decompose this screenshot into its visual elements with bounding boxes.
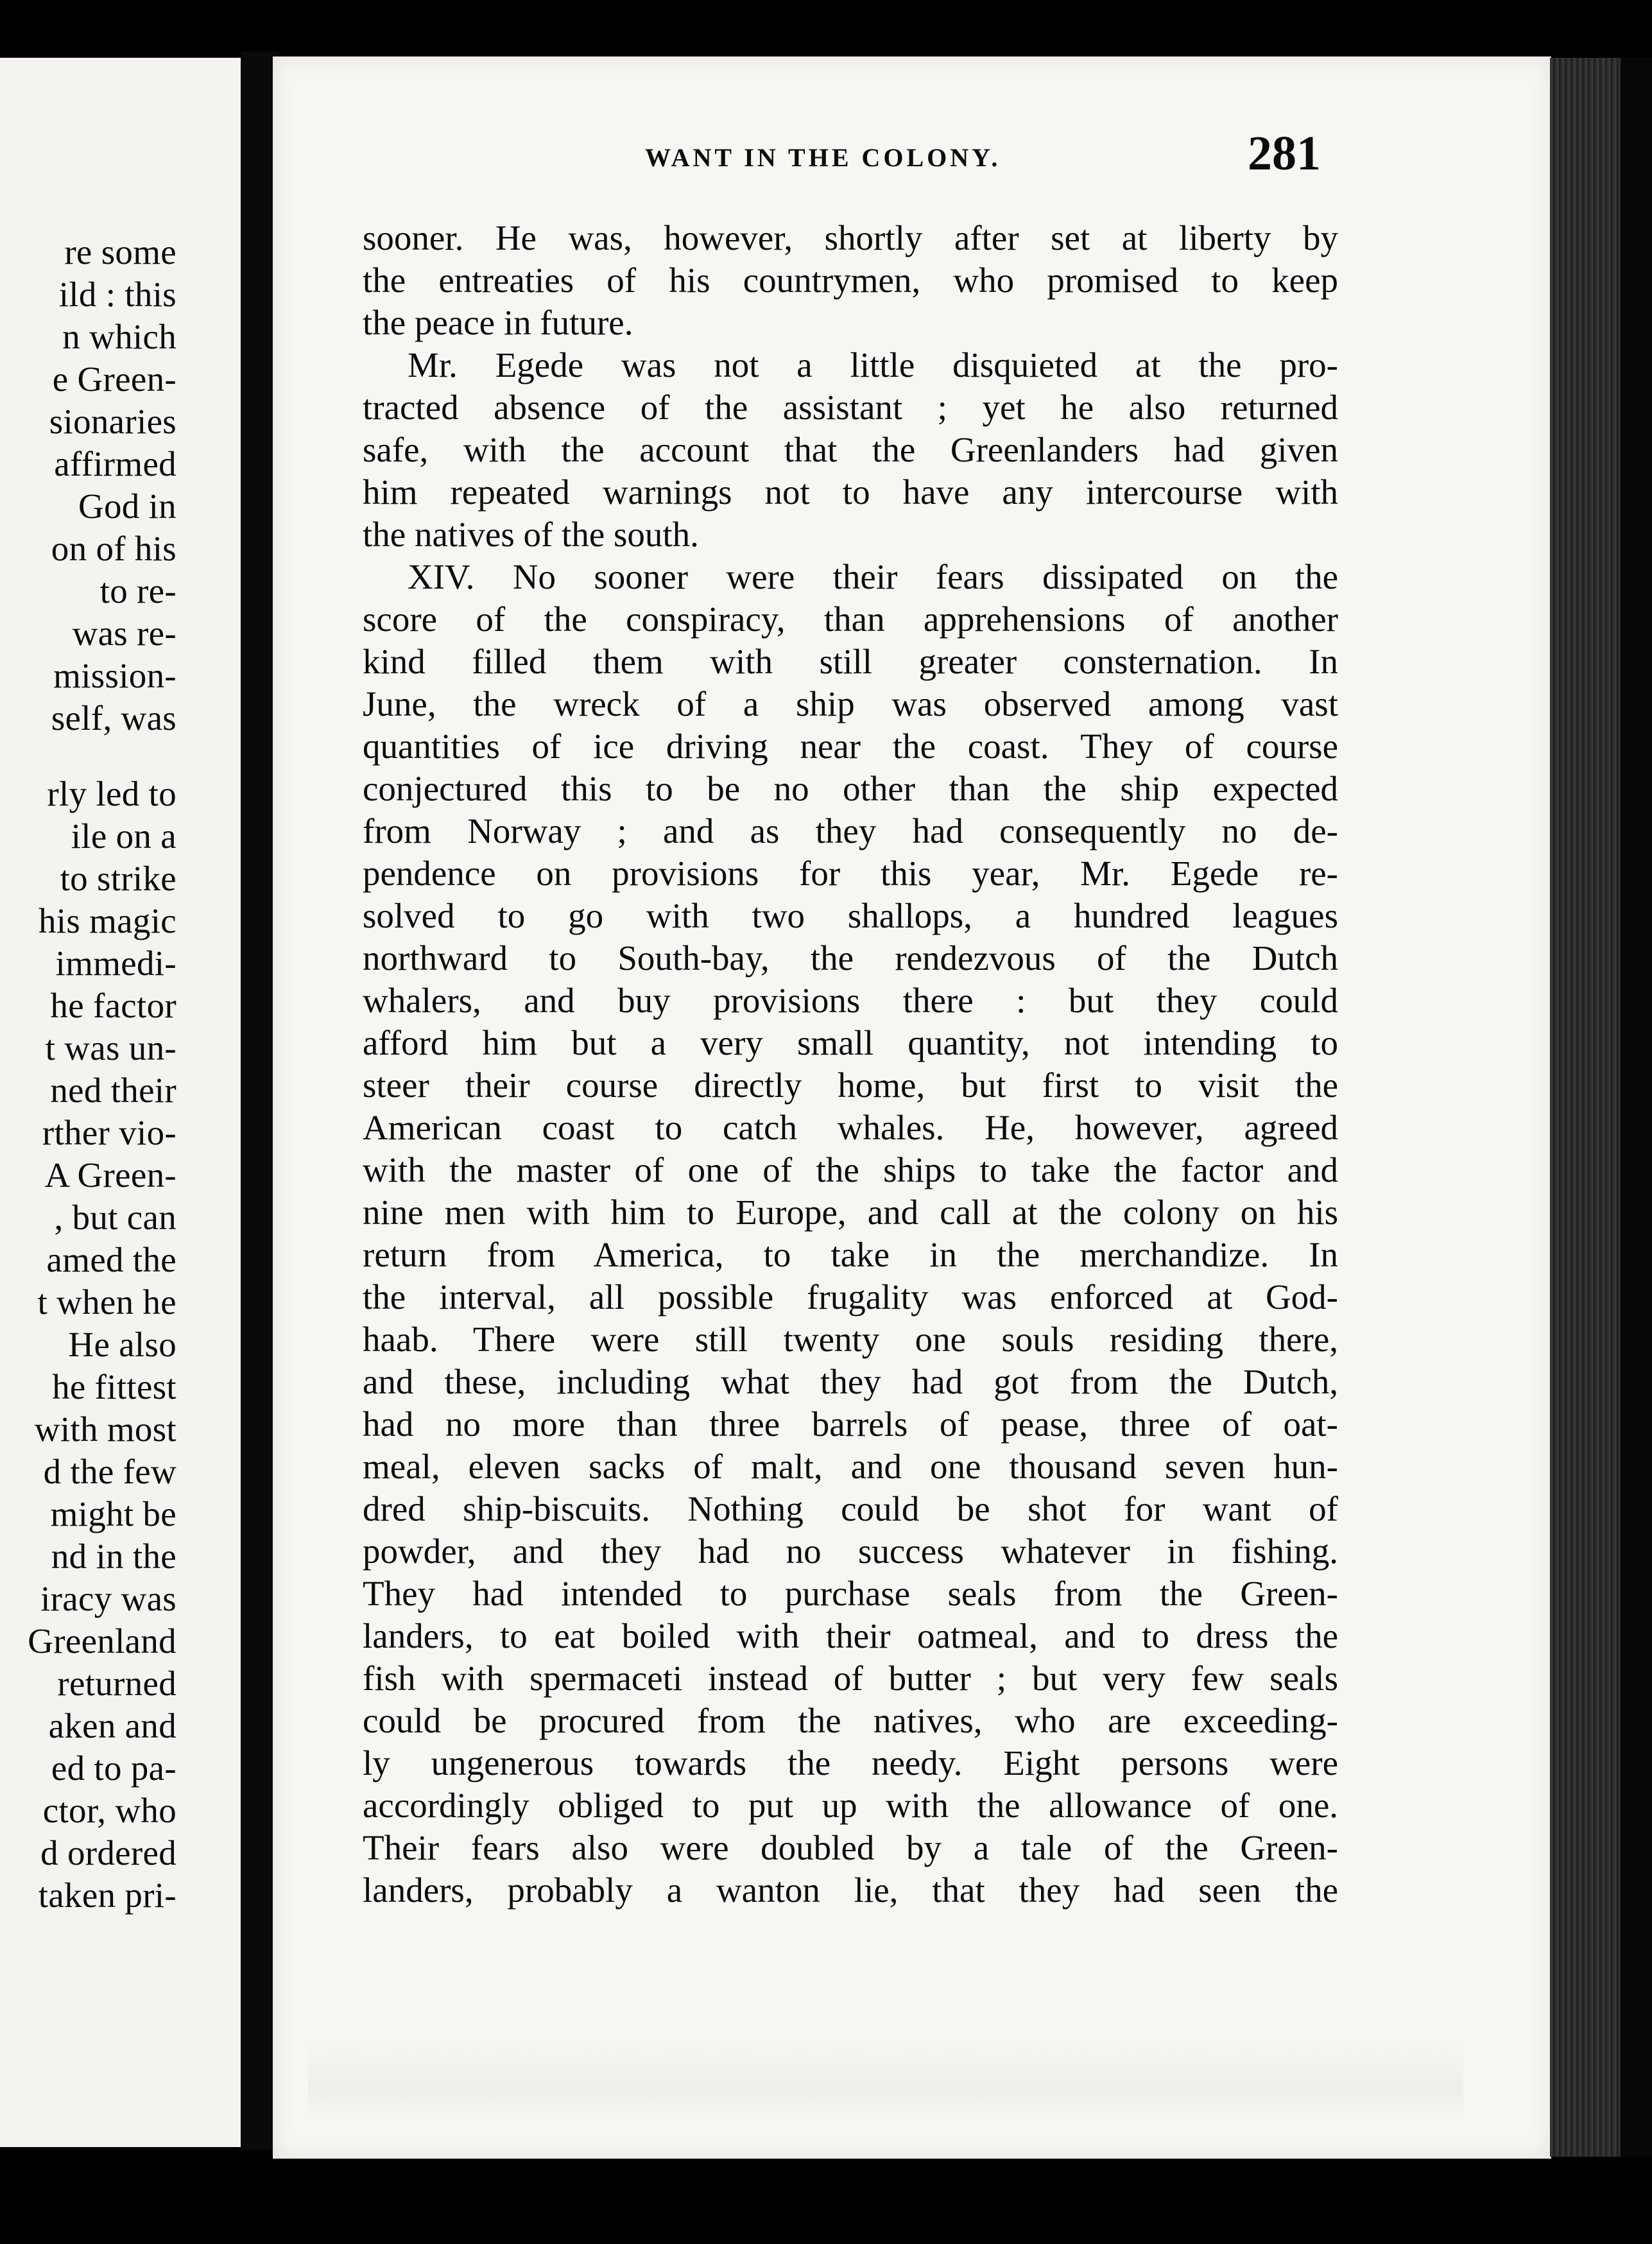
text-line: the entreaties of his countrymen, who promised to keep	[363, 261, 1338, 300]
text-line: Their fears also were doubled by a tale of the Green-	[363, 1828, 1338, 1867]
left-line: ctor, who	[42, 1791, 176, 1830]
text-line: the natives of the south.	[363, 515, 699, 554]
text-line: kind filled them with still greater consternation. In	[363, 642, 1338, 681]
text-line: tracted absence of the assistant ; yet he also returned	[363, 388, 1338, 427]
left-line: He also	[68, 1325, 176, 1364]
text-line: They had intended to purchase seals from the Green-	[363, 1574, 1338, 1613]
left-line: returned	[57, 1664, 176, 1703]
text-line: return from America, to take in the merchandize. In	[363, 1235, 1338, 1274]
text-line: June, the wreck of a ship was observed among vast	[363, 684, 1338, 723]
text-line: him repeated warnings not to have any intercourse with	[363, 472, 1338, 512]
scan-border	[1621, 58, 1652, 2157]
left-line: ed to pa-	[51, 1748, 176, 1788]
text-line: the interval, all possible frugality was enforced at God-	[363, 1277, 1338, 1316]
left-line: ild : this	[58, 275, 176, 314]
left-line: his magic	[38, 901, 176, 940]
left-line: taken pri-	[38, 1876, 176, 1915]
left-facing-page	[0, 58, 241, 2147]
left-line: d the few	[43, 1452, 176, 1491]
left-line: self, was	[51, 698, 176, 738]
left-line: Greenland	[28, 1621, 176, 1661]
left-line: might be	[50, 1494, 176, 1533]
text-line: with the master of one of the ships to take the factor and	[363, 1150, 1338, 1189]
left-line: amed the	[46, 1240, 176, 1279]
section-start: XIV. No sooner were their fears dissipated on the	[408, 557, 1338, 596]
text-line: the peace in future.	[363, 303, 633, 342]
text-line: ly ungenerous towards the needy. Eight persons were	[363, 1743, 1338, 1782]
text-line: fish with spermaceti instead of butter ; but very few seals	[363, 1659, 1338, 1698]
text-line: pendence on provisions for this year, Mr. Egede re-	[363, 854, 1338, 893]
text-line: score of the conspiracy, than apprehensions of another	[363, 600, 1338, 639]
left-line: ned their	[50, 1071, 176, 1110]
left-line: , but can	[54, 1198, 176, 1237]
left-line: with most	[34, 1410, 176, 1449]
text-line: northward to South-bay, the rendezvous of the Dutch	[363, 938, 1338, 978]
text-line: quantities of ice driving near the coast. They of course	[363, 727, 1338, 766]
text-line: whalers, and buy provisions there : but they could	[363, 981, 1338, 1020]
left-line: n which	[62, 317, 176, 356]
text-line: safe, with the account that the Greenlanders had given	[363, 430, 1338, 469]
text-line: accordingly obliged to put up with the allowance of one.	[363, 1786, 1338, 1825]
left-line: A Green-	[44, 1155, 176, 1195]
left-page-text	[28, 231, 176, 1917]
left-line: sionaries	[49, 402, 176, 441]
left-line: t when he	[37, 1282, 176, 1322]
left-line: rther vio-	[42, 1113, 176, 1152]
left-line: was re-	[72, 614, 176, 653]
left-line: to re-	[99, 571, 176, 610]
text-line: American coast to catch whales. He, however, agreed	[363, 1108, 1338, 1147]
text-line: nine men with him to Europe, and call at the colony on his	[363, 1193, 1338, 1232]
text-line: haab. There were still twenty one souls residing there,	[363, 1320, 1338, 1359]
text-line: steer their course directly home, but first to visit the	[363, 1066, 1338, 1105]
page-number: 281	[1248, 126, 1321, 180]
left-line: to strike	[60, 859, 176, 898]
left-line: re some	[64, 232, 176, 272]
text-line: meal, eleven sacks of malt, and one thousand seven hun-	[363, 1447, 1338, 1486]
text-line: had no more than three barrels of pease, three of oat-	[363, 1404, 1338, 1444]
left-line: on of his	[51, 529, 176, 568]
text-line: and these, including what they had got from the Dutch,	[363, 1362, 1338, 1401]
text-line: landers, probably a wanton lie, that they had seen the	[363, 1870, 1338, 1910]
text-line: sooner. He was, however, shortly after set at liberty by	[363, 218, 1338, 257]
left-line: rly led to	[47, 774, 176, 813]
left-line: he factor	[50, 986, 176, 1025]
page-body-text	[363, 217, 1338, 1912]
left-line: t was un-	[45, 1028, 176, 1067]
left-line: iracy was	[40, 1579, 176, 1618]
left-line: nd in the	[51, 1537, 176, 1576]
text-line: from Norway ; and as they had consequently no de-	[363, 811, 1338, 850]
paragraph-start: Mr. Egede was not a little disquieted at the pro-	[408, 345, 1338, 384]
left-line: aken and	[48, 1706, 176, 1745]
page-smudge	[308, 2041, 1463, 2118]
text-line: conjectured this to be no other than the ship expected	[363, 769, 1338, 808]
left-line: immedi-	[55, 944, 176, 983]
running-head: WANT IN THE COLONY.	[645, 143, 1001, 172]
left-line: God in	[78, 487, 176, 526]
text-line: solved to go with two shallops, a hundred leagues	[363, 896, 1338, 935]
left-line: e Green-	[52, 359, 176, 399]
left-line: he fittest	[52, 1367, 176, 1406]
page-edges	[1550, 58, 1621, 2157]
text-line: powder, and they had no success whatever in fishing.	[363, 1532, 1338, 1571]
left-line: d ordered	[40, 1833, 176, 1872]
text-line: afford him but a very small quantity, not intending to	[363, 1023, 1338, 1062]
left-line: ile on a	[71, 816, 176, 856]
left-line: affirmed	[54, 444, 176, 483]
text-line: could be procured from the natives, who are exceeding-	[363, 1701, 1338, 1740]
left-line: mission-	[53, 656, 176, 695]
text-line: dred ship-biscuits. Nothing could be shot for want of	[363, 1489, 1338, 1528]
text-line: landers, to eat boiled with their oatmeal, and to dress the	[363, 1616, 1338, 1655]
